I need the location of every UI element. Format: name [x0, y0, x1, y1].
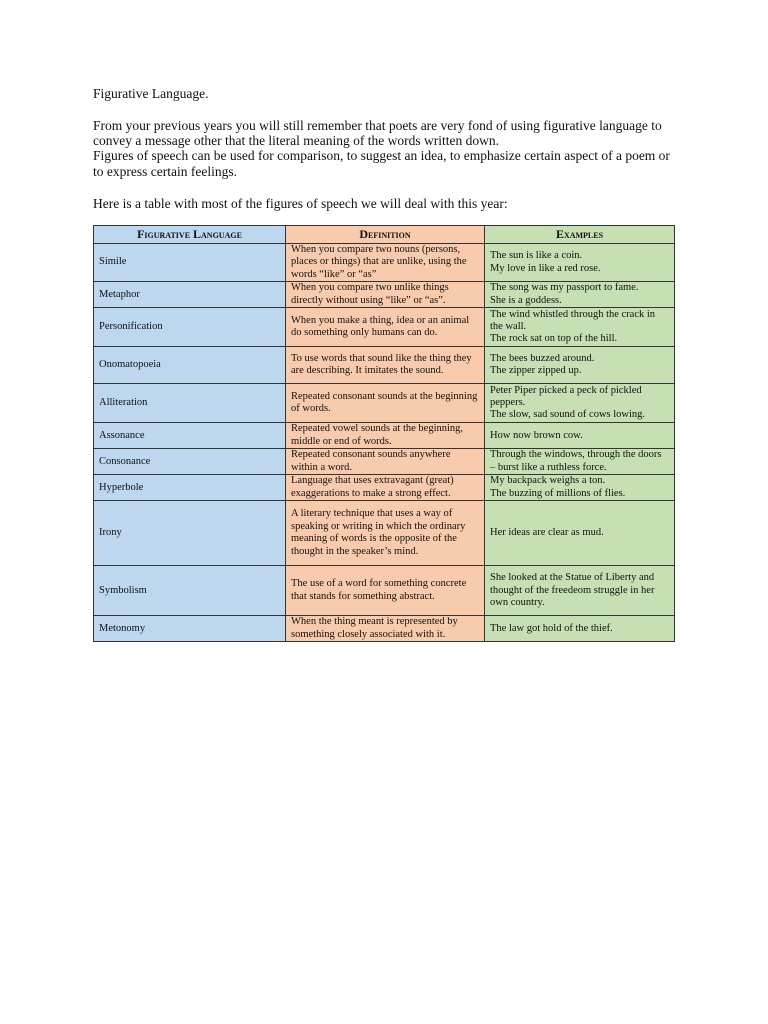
term-cell: Hyperbole: [94, 475, 286, 501]
definition-cell: Language that uses extravagant (great) exaggerations to make a strong effect.: [286, 475, 485, 501]
header-examples: Examples: [485, 226, 675, 244]
table-row: [94, 384, 675, 423]
example-line: My backpack weighs a ton.: [490, 475, 606, 487]
table-row: [94, 449, 675, 475]
term-cell: Irony: [94, 501, 286, 566]
example-line: The buzzing of millions of flies.: [490, 487, 626, 499]
definition-cell: When the thing meant is represented by something closely associated with it.: [286, 616, 485, 642]
term-cell: Metaphor: [94, 282, 286, 308]
example-line: The rock sat on top of the hill.: [490, 333, 618, 345]
definition-cell: The use of a word for something concrete that stands for something abstract.: [286, 566, 485, 616]
table-row: [94, 616, 675, 642]
examples-cell: [485, 384, 675, 423]
term-cell: Personification: [94, 308, 286, 347]
definition-cell: When you make a thing, idea or an animal do something only humans can do.: [286, 308, 485, 347]
table-row: [94, 282, 675, 308]
example-line: Through the windows, through the doors – burst like a ruthless force.: [490, 449, 662, 473]
example-line: The wind whistled through the crack in the wall.: [490, 308, 656, 333]
examples-cell: [485, 423, 675, 449]
definition-cell: Repeated consonant sounds anywhere within a word.: [286, 449, 485, 475]
example-line: She is a goddess.: [490, 294, 562, 306]
table-lead-in: Here is a table with most of the figures of speech we will deal with this year:: [93, 196, 508, 211]
examples-cell: [485, 449, 675, 475]
definition-cell: A literary technique that uses a way of speaking or writing in which the ordinary meaning of words is the opposite of the thought in the speaker’s mind.: [286, 501, 485, 566]
table-row: [94, 347, 675, 384]
definition-cell: Repeated consonant sounds at the beginning of words.: [286, 384, 485, 423]
example-line: Her ideas are clear as mud.: [490, 527, 604, 539]
examples-cell: [485, 282, 675, 308]
term-cell: Simile: [94, 244, 286, 282]
examples-cell: [485, 244, 675, 282]
figures-of-speech-table: [93, 225, 675, 642]
examples-cell: [485, 501, 675, 566]
table-header-row: [94, 226, 675, 244]
example-line: Peter Piper picked a peck of pickled peppers.: [490, 384, 642, 409]
term-cell: Metonomy: [94, 616, 286, 642]
table-row: [94, 475, 675, 501]
intro-paragraph-1: From your previous years you will still remember that poets are very fond of using figurative language to convey a message other that the literal meaning of the words written down.: [93, 118, 662, 149]
example-line: The sun is like a coin.: [490, 250, 583, 262]
header-figurative-language: Figurative Language: [94, 226, 286, 244]
examples-cell: [485, 616, 675, 642]
example-line: How now brown cow.: [490, 429, 583, 441]
term-cell: Symbolism: [94, 566, 286, 616]
document-heading: Figurative Language.: [93, 86, 209, 101]
intro-text: [93, 118, 673, 179]
definition-cell: When you compare two unlike things directly without using “like” or “as”.: [286, 282, 485, 308]
definition-cell: When you compare two nouns (persons, places or things) that are unlike, using the words “like” or “as”: [286, 244, 485, 282]
term-cell: Assonance: [94, 423, 286, 449]
definition-cell: To use words that sound like the thing they are describing. It imitates the sound.: [286, 347, 485, 384]
table-row: [94, 566, 675, 616]
example-line: The slow, sad sound of cows lowing.: [490, 409, 646, 421]
examples-cell: [485, 308, 675, 347]
table-row: [94, 423, 675, 449]
example-line: She looked at the Statue of Liberty and thought of the freedeom struggle in her own country.: [490, 572, 655, 608]
examples-cell: [485, 566, 675, 616]
examples-cell: [485, 475, 675, 501]
intro-paragraph-2: Figures of speech can be used for comparison, to suggest an idea, to emphasize certain aspect of a poem or to express certain feelings.: [93, 148, 670, 179]
term-cell: Alliteration: [94, 384, 286, 423]
table-body: [94, 244, 675, 642]
example-line: My love in like a red rose.: [490, 262, 601, 274]
term-cell: Onomatopoeia: [94, 347, 286, 384]
table-row: [94, 308, 675, 347]
example-line: The law got hold of the thief.: [490, 622, 613, 634]
examples-cell: [485, 347, 675, 384]
header-definition: Definition: [286, 226, 485, 244]
example-line: The zipper zipped up.: [490, 365, 582, 377]
example-line: The bees buzzed around.: [490, 352, 595, 364]
term-cell: Consonance: [94, 449, 286, 475]
table-row: [94, 501, 675, 566]
example-line: The song was my passport to fame.: [490, 282, 639, 294]
definition-cell: Repeated vowel sounds at the beginning, middle or end of words.: [286, 423, 485, 449]
table-row: [94, 244, 675, 282]
